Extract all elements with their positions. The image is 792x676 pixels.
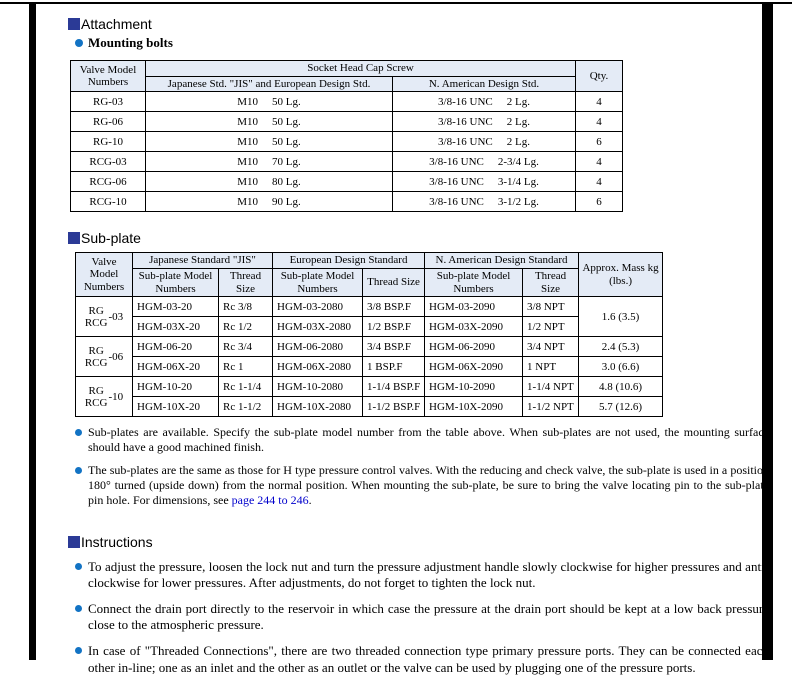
cell-eu-thread: 1/2 BSP.F [363,317,425,337]
page-left-edge [29,2,36,660]
table-row [71,112,623,132]
note-text-part: . [308,492,312,507]
cell-valve-model-group [76,377,133,417]
cell-qty: 6 [576,192,623,212]
cell-jis-thread: Rc 1/2 [219,317,273,337]
bolt-thread: 3/8-16 UNC [438,115,493,128]
cell-na-bolt [393,152,576,172]
bolt-thread: 3/8-16 UNC [438,135,493,148]
table-row [71,92,623,112]
col-header-jis-group: Japanese Standard "JIS" [133,253,273,269]
model-suffix: -10 [108,390,124,403]
bullet-dot-icon [75,467,82,474]
bolt-length: 2 Lg. [506,115,530,128]
cell-qty: 4 [576,152,623,172]
table-row [76,397,663,417]
cell-qty: 4 [576,92,623,112]
cell-jis-model: HGM-03-20 [133,297,219,317]
cell-na-model: HGM-03-2090 [425,297,523,317]
bullet-dot-icon [75,563,82,570]
bullet-dot-icon [75,647,82,654]
cell-na-bolt [393,172,576,192]
cell-jis-model: HGM-10X-20 [133,397,219,417]
col-header-jis-std: Japanese Std. "JIS" and European Design Std. [146,76,393,92]
col-header-screw-group: Socket Head Cap Screw [146,61,576,77]
mounting-bolts-label: Mounting bolts [88,35,173,50]
col-header-na-std: N. American Design Std. [393,76,576,92]
model-prefix-top: RG [88,384,104,397]
table-row [71,172,623,192]
bolt-thread: M10 [237,175,259,188]
cell-na-thread: 1-1/2 NPT [523,397,579,417]
bolt-thread: M10 [237,115,259,128]
cell-eu-model: HGM-03X-2080 [273,317,363,337]
cell-na-thread: 1/2 NPT [523,317,579,337]
table-row [71,192,623,212]
bullet-dot-icon [75,429,82,436]
cell-jis-bolt [146,172,393,192]
cell-eu-thread: 1-1/2 BSP.F [363,397,425,417]
model-prefix-top: RG [88,344,104,357]
bolt-length: 50 Lg. [272,115,301,128]
cell-na-bolt [393,112,576,132]
subplate-section-header [68,230,736,246]
bolt-length: 2 Lg. [506,135,530,148]
instruction-item [75,559,769,592]
col-header-thread-size: Thread Size [219,268,273,296]
cell-model: RG-06 [71,112,146,132]
col-header-valve-model: Valve Model Numbers [76,253,133,297]
cell-jis-bolt [146,152,393,172]
cell-eu-thread: 1-1/4 BSP.F [363,377,425,397]
cell-qty: 6 [576,132,623,152]
model-prefix-bottom: RCG [84,356,108,369]
cell-na-bolt [393,92,576,112]
cell-eu-model: HGM-06X-2080 [273,357,363,377]
bolt-thread: M10 [237,95,259,108]
col-header-subplate-model: Sub-plate Model Numbers [133,268,219,296]
bolt-length: 90 Lg. [272,195,301,208]
cell-na-model: HGM-03X-2090 [425,317,523,337]
bolt-thread: 3/8-16 UNC [438,95,493,108]
cell-mass: 5.7 (12.6) [579,397,663,417]
cell-jis-thread: Rc 1 [219,357,273,377]
mounting-bolts-heading [75,35,736,51]
cell-jis-thread: Rc 1-1/2 [219,397,273,417]
bullet-dot-icon [75,605,82,612]
note-text-part: The sub-plates are the same as those for H type pressure control valves. With the reducing and check valve, the sub-plate is used in a position 180° turned (upside down) from the normal position. When mounting the sub-plate, be sure to bring the valve locating pin to the sub-plate pin hole. For dimensions, see [88,462,769,507]
table-row [76,357,663,377]
cell-jis-bolt [146,192,393,212]
cell-valve-model-group [76,297,133,337]
table-row [76,337,663,357]
bolt-length: 80 Lg. [272,175,301,188]
bolts-header-row-1 [71,61,623,77]
subplate-header-row-2 [76,268,663,296]
table-row [76,317,663,337]
note-subplate-orientation [75,463,769,508]
cell-jis-model: HGM-06-20 [133,337,219,357]
cell-eu-model: HGM-10X-2080 [273,397,363,417]
page-reference-link[interactable]: page 244 to 246 [231,492,309,507]
model-prefix [85,385,108,409]
bolt-thread: 3/8-16 UNC [429,175,484,188]
col-header-valve-model: Valve Model Numbers [71,61,146,92]
cell-na-thread: 1-1/4 NPT [523,377,579,397]
table-row [71,152,623,172]
col-header-thread-size: Thread Size [523,268,579,296]
cell-eu-thread: 3/4 BSP.F [363,337,425,357]
section-marker-square-icon [68,536,80,548]
model-prefix [85,305,108,329]
attachment-title: Attachment [81,16,152,32]
bolt-thread: M10 [237,155,259,168]
col-header-subplate-model: Sub-plate Model Numbers [273,268,363,296]
cell-na-bolt [393,192,576,212]
table-row [76,297,663,317]
cell-jis-bolt [146,92,393,112]
instruction-text: To adjust the pressure, loosen the lock nut and turn the pressure adjustment handle slowly clockwise for higher pressures and anti-clockwise for lower pressures. After adjustments, do not forget to tighten the lock nut. [88,558,769,591]
cell-jis-bolt [146,112,393,132]
cell-eu-thread: 3/8 BSP.F [363,297,425,317]
subplate-table [75,252,663,417]
section-marker-square-icon [68,232,80,244]
bolt-thread: 3/8-16 UNC [429,155,484,168]
note-text: Sub-plates are available. Specify the sub-plate model number from the table above. When sub-plates are not used, the mounting surface should have a good machined finish. [88,425,769,455]
bolt-length: 50 Lg. [272,135,301,148]
col-header-na-group: N. American Design Standard [425,253,579,269]
cell-na-model: HGM-06X-2090 [425,357,523,377]
col-header-qty: Qty. [576,61,623,92]
cell-na-thread: 3/8 NPT [523,297,579,317]
cell-na-model: HGM-10-2090 [425,377,523,397]
bolt-length: 50 Lg. [272,95,301,108]
attachment-section-header [68,16,736,32]
model-prefix-bottom: RCG [84,316,108,329]
instruction-item [75,601,769,634]
cell-model: RG-03 [71,92,146,112]
instructions-title: Instructions [81,533,153,550]
bolts-header-row-2 [71,76,623,92]
cell-qty: 4 [576,172,623,192]
cell-mass: 1.6 (3.5) [579,297,663,337]
cell-mass: 3.0 (6.6) [579,357,663,377]
section-marker-square-icon [68,18,80,30]
cell-jis-model: HGM-03X-20 [133,317,219,337]
model-prefix-bottom: RCG [84,396,108,409]
cell-mass: 4.8 (10.6) [579,377,663,397]
bolt-length: 3-1/4 Lg. [497,175,539,188]
subplate-title: Sub-plate [81,230,141,247]
bolt-length: 70 Lg. [272,155,301,168]
cell-model: RCG-03 [71,152,146,172]
cell-na-thread: 3/4 NPT [523,337,579,357]
instructions-section-header [68,534,736,550]
bullet-dot-icon [75,39,83,47]
col-header-mass: Approx. Mass kg (lbs.) [579,253,663,297]
table-row [76,377,663,397]
page-content [36,4,769,676]
cell-jis-thread: Rc 1-1/4 [219,377,273,397]
cell-jis-thread: Rc 3/8 [219,297,273,317]
col-header-subplate-model: Sub-plate Model Numbers [425,268,523,296]
bolt-length: 2 Lg. [506,95,530,108]
instruction-text: Connect the drain port directly to the reservoir in which case the pressure at the drain port should be kept at a low back pressure close to the atmospheric pressure. [88,600,769,633]
cell-jis-thread: Rc 3/4 [219,337,273,357]
bolt-length: 3-1/2 Lg. [497,195,539,208]
cell-qty: 4 [576,112,623,132]
cell-mass: 2.4 (5.3) [579,337,663,357]
subplate-header-row-1 [76,253,663,269]
instruction-text: In case of "Threaded Connections", there are two threaded connection type primary pressure ports. They can be connected each other in-line; one as an inlet and the other as an outlet or the valve can be used by plugging one of the pressure ports. [88,643,769,675]
cell-model: RG-10 [71,132,146,152]
cell-model: RCG-10 [71,192,146,212]
cell-na-model: HGM-06-2090 [425,337,523,357]
model-prefix-top: RG [88,304,104,317]
cell-eu-model: HGM-03-2080 [273,297,363,317]
table-row [71,132,623,152]
cell-eu-thread: 1 BSP.F [363,357,425,377]
mounting-bolts-table [70,60,623,212]
bolt-length: 2-3/4 Lg. [497,155,539,168]
model-prefix [85,345,108,369]
model-suffix: -06 [108,350,124,363]
cell-jis-model: HGM-06X-20 [133,357,219,377]
cell-model: RCG-06 [71,172,146,192]
bolt-thread: 3/8-16 UNC [429,195,484,208]
col-header-eu-group: European Design Standard [273,253,425,269]
cell-na-thread: 1 NPT [523,357,579,377]
note-text [88,463,769,508]
cell-eu-model: HGM-06-2080 [273,337,363,357]
cell-eu-model: HGM-10-2080 [273,377,363,397]
model-suffix: -03 [108,310,124,323]
cell-valve-model-group [76,337,133,377]
bolt-thread: M10 [237,195,259,208]
cell-jis-model: HGM-10-20 [133,377,219,397]
col-header-thread-size: Thread Size [363,268,425,296]
bolt-thread: M10 [237,135,259,148]
cell-na-model: HGM-10X-2090 [425,397,523,417]
cell-na-bolt [393,132,576,152]
cell-jis-bolt [146,132,393,152]
note-subplates-available [75,425,769,455]
